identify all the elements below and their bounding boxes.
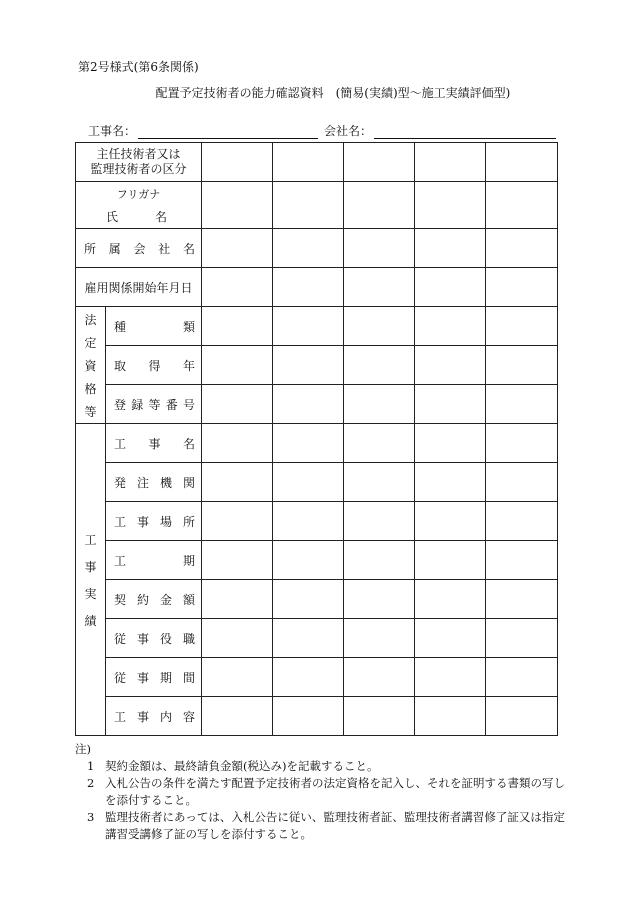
- work-item-char: 名: [183, 436, 196, 451]
- note-number: 1: [87, 759, 95, 773]
- entry-cell[interactable]: [344, 541, 415, 580]
- qualification-item-char: 得: [148, 358, 161, 373]
- entry-cell[interactable]: [344, 619, 415, 658]
- furigana-label: フリガナ: [116, 187, 161, 201]
- entry-cell[interactable]: [344, 580, 415, 619]
- work-item-char: 機: [160, 475, 173, 490]
- entry-cell[interactable]: [273, 346, 344, 385]
- name-label-char: 名: [155, 209, 168, 224]
- company-label-char: 属: [108, 241, 121, 256]
- category-label-line: 主任技術者又は: [96, 147, 181, 161]
- work-item: [106, 669, 201, 686]
- entry-cell[interactable]: [273, 424, 344, 463]
- entry-cell[interactable]: [486, 385, 558, 424]
- table-row: [76, 502, 558, 541]
- qualification-group-label-char: 資: [84, 358, 97, 373]
- category-label-cell: [76, 143, 202, 182]
- work-history-group-cell: [76, 424, 106, 736]
- work-item-char: 金: [160, 592, 173, 607]
- entry-cell[interactable]: [344, 346, 415, 385]
- work-item-char: 発: [114, 475, 127, 490]
- work-item-char: 約: [137, 592, 150, 607]
- entry-cell[interactable]: [273, 143, 344, 182]
- entry-cell[interactable]: [486, 424, 558, 463]
- entry-cell[interactable]: [273, 463, 344, 502]
- company-label-char: 会: [133, 241, 146, 256]
- entry-cell[interactable]: [344, 182, 415, 229]
- work-item-char: 事: [137, 514, 150, 529]
- entry-cell[interactable]: [273, 502, 344, 541]
- table-row: [76, 619, 558, 658]
- entry-cell[interactable]: [486, 182, 558, 229]
- work-history-group-label: [76, 531, 105, 629]
- entry-cell[interactable]: [486, 541, 558, 580]
- work-history-group-label-char: 績: [84, 613, 97, 628]
- project-name-input-line[interactable]: [138, 125, 318, 139]
- entry-cell[interactable]: [415, 541, 486, 580]
- entry-cell[interactable]: [202, 424, 273, 463]
- work-item-char: 従: [114, 670, 127, 685]
- entry-cell[interactable]: [486, 229, 558, 268]
- work-item-char: 工: [114, 514, 127, 529]
- entry-cell[interactable]: [202, 658, 273, 697]
- qualification-item-char: 取: [114, 358, 127, 373]
- work-item-label: [106, 541, 202, 580]
- work-item-char: 期: [160, 670, 173, 685]
- work-history-group-label-char: 事: [84, 559, 97, 574]
- table-row: [76, 541, 558, 580]
- work-item-char: 間: [183, 670, 196, 685]
- company-name-label: 会社名：: [324, 124, 373, 138]
- name-label-cell: [76, 182, 202, 229]
- entry-cell[interactable]: [415, 143, 486, 182]
- work-item-char: 所: [183, 514, 196, 529]
- work-item-char: 期: [183, 553, 196, 568]
- qualification-item-label: [106, 385, 202, 424]
- entry-cell[interactable]: [344, 658, 415, 697]
- table-row: [76, 307, 558, 346]
- capability-table: [75, 142, 558, 736]
- company-name-input-line[interactable]: [374, 125, 556, 139]
- entry-cell[interactable]: [202, 268, 273, 307]
- qualification-group-label: [76, 311, 105, 420]
- category-label-line: 監理技術者の区分: [90, 162, 187, 176]
- table-row: [76, 424, 558, 463]
- qualification-item-label: [106, 346, 202, 385]
- entry-cell[interactable]: [415, 385, 486, 424]
- work-item-label: [106, 580, 202, 619]
- work-item-char: 工: [114, 709, 127, 724]
- note-number: 2: [87, 776, 95, 790]
- entry-cell[interactable]: [415, 463, 486, 502]
- work-item: [106, 708, 201, 725]
- work-item-label: [106, 697, 202, 736]
- entry-cell[interactable]: [273, 697, 344, 736]
- entry-cell[interactable]: [273, 268, 344, 307]
- entry-cell[interactable]: [486, 502, 558, 541]
- qualification-group-label-char: 等: [84, 404, 97, 419]
- entry-cell[interactable]: [344, 697, 415, 736]
- entry-cell[interactable]: [486, 580, 558, 619]
- entry-cell[interactable]: [202, 463, 273, 502]
- company-label-char: 名: [183, 241, 196, 256]
- entry-cell[interactable]: [415, 658, 486, 697]
- work-item-char: 役: [160, 631, 173, 646]
- entry-cell[interactable]: [202, 346, 273, 385]
- entry-cell[interactable]: [344, 229, 415, 268]
- entry-cell[interactable]: [415, 424, 486, 463]
- company-label-char: 社: [158, 241, 171, 256]
- work-item-char: 従: [114, 631, 127, 646]
- qualification-group-cell: [76, 307, 106, 424]
- qualification-item: [106, 318, 201, 335]
- project-name-label: 工事名：: [88, 124, 137, 138]
- work-item: [106, 513, 201, 530]
- work-item: [106, 630, 201, 647]
- qualification-item: [106, 357, 201, 374]
- entry-cell[interactable]: [202, 619, 273, 658]
- work-item: [106, 591, 201, 608]
- project-name-field: [88, 122, 318, 139]
- entry-cell[interactable]: [486, 346, 558, 385]
- qualification-item: [106, 396, 201, 413]
- entry-cell[interactable]: [415, 229, 486, 268]
- entry-cell[interactable]: [344, 307, 415, 346]
- work-item-char: 内: [160, 709, 173, 724]
- qualification-item-char: 年: [183, 358, 196, 373]
- work-item-label: [106, 658, 202, 697]
- work-item: [106, 474, 201, 491]
- entry-cell[interactable]: [486, 463, 558, 502]
- entry-cell[interactable]: [415, 182, 486, 229]
- entry-cell[interactable]: [486, 619, 558, 658]
- work-item-char: 工: [114, 436, 127, 451]
- table-row: [76, 346, 558, 385]
- work-item: [106, 552, 201, 569]
- entry-cell[interactable]: [344, 463, 415, 502]
- table-row: [76, 229, 558, 268]
- note-text: 入札公告の条件を満たす配置予定技術者の法定資格を記入し、それを証明する書類の写しを添付すること。: [105, 776, 565, 807]
- notes-heading: 注): [75, 742, 91, 756]
- note-item: [75, 775, 565, 809]
- work-item-char: 事: [137, 631, 150, 646]
- qualification-group-label-char: 法: [84, 312, 97, 327]
- entry-cell[interactable]: [202, 229, 273, 268]
- work-item-char: 工: [114, 553, 127, 568]
- table-row: [76, 697, 558, 736]
- entry-cell[interactable]: [415, 346, 486, 385]
- qualification-item-char: 種: [114, 319, 127, 334]
- entry-cell[interactable]: [202, 697, 273, 736]
- name-label: [76, 208, 201, 225]
- work-item-char: 事: [148, 436, 161, 451]
- work-item-char: 事: [137, 670, 150, 685]
- work-history-group-label-char: 実: [84, 586, 97, 601]
- work-item-label: [106, 619, 202, 658]
- qualification-item-char: 登: [114, 397, 127, 412]
- entry-cell[interactable]: [273, 307, 344, 346]
- entry-cell[interactable]: [273, 229, 344, 268]
- table-row: [76, 463, 558, 502]
- work-item-char: 事: [137, 709, 150, 724]
- company-label-cell: [76, 229, 202, 268]
- entry-cell[interactable]: [415, 268, 486, 307]
- entry-cell[interactable]: [202, 307, 273, 346]
- entry-cell[interactable]: [344, 502, 415, 541]
- note-number: 3: [87, 810, 95, 824]
- work-item-char: 場: [160, 514, 173, 529]
- entry-cell[interactable]: [415, 619, 486, 658]
- entry-cell[interactable]: [202, 580, 273, 619]
- work-item-label: [106, 463, 202, 502]
- form-number: 第2号様式(第6条関係): [78, 60, 199, 74]
- entry-cell[interactable]: [415, 307, 486, 346]
- work-item: [106, 435, 201, 452]
- work-item-char: 職: [183, 631, 196, 646]
- work-item-label: [106, 502, 202, 541]
- notes-section: [75, 741, 565, 843]
- company-name-field: [324, 122, 556, 139]
- employment-start-label: 雇用関係開始年月日: [76, 268, 202, 307]
- entry-cell[interactable]: [486, 658, 558, 697]
- qualification-item-label: [106, 307, 202, 346]
- work-item-char: 容: [183, 709, 196, 724]
- note-text: 契約金額は、最終請負金額(税込み)を記載すること。: [105, 759, 379, 773]
- entry-cell[interactable]: [486, 307, 558, 346]
- entry-cell[interactable]: [344, 268, 415, 307]
- entry-cell[interactable]: [344, 143, 415, 182]
- document-title: 配置予定技術者の能力確認資料 (簡易(実績)型～施工実績評価型): [155, 86, 511, 100]
- qualification-item-char: 録: [131, 397, 144, 412]
- qualification-item-char: 類: [183, 319, 196, 334]
- entry-cell[interactable]: [486, 143, 558, 182]
- qualification-item-char: 等: [148, 397, 161, 412]
- entry-cell[interactable]: [344, 424, 415, 463]
- entry-cell[interactable]: [415, 502, 486, 541]
- work-history-group-label-char: 工: [84, 532, 97, 547]
- entry-cell[interactable]: [202, 385, 273, 424]
- qualification-item-char: 番: [165, 397, 178, 412]
- entry-cell[interactable]: [273, 541, 344, 580]
- work-item-char: 注: [137, 475, 150, 490]
- name-label-char: 氏: [106, 209, 119, 224]
- entry-cell[interactable]: [202, 502, 273, 541]
- entry-cell[interactable]: [273, 580, 344, 619]
- entry-cell[interactable]: [273, 619, 344, 658]
- entry-cell[interactable]: [273, 182, 344, 229]
- entry-cell[interactable]: [486, 697, 558, 736]
- work-item-label: [106, 424, 202, 463]
- company-label: [76, 240, 201, 257]
- note-text: 監理技術者にあっては、入札公告に従い、監理技術者証、監理技術者講習修了証又は指定講習受講修了証の写しを添付すること。: [105, 810, 565, 841]
- table-row: [76, 385, 558, 424]
- entry-cell[interactable]: [202, 182, 273, 229]
- table-row: [76, 580, 558, 619]
- table-row: [76, 658, 558, 697]
- entry-cell[interactable]: [202, 541, 273, 580]
- entry-cell[interactable]: [273, 658, 344, 697]
- work-item-char: 契: [114, 592, 127, 607]
- company-label-char: 所: [84, 241, 97, 256]
- table-row: [76, 182, 558, 229]
- qualification-group-label-char: 定: [84, 335, 97, 350]
- qualification-group-label-char: 格: [84, 381, 97, 396]
- entry-cell[interactable]: [415, 697, 486, 736]
- note-item: [75, 809, 565, 843]
- entry-cell[interactable]: [486, 268, 558, 307]
- entry-cell[interactable]: [415, 580, 486, 619]
- work-item-char: 額: [183, 592, 196, 607]
- work-item-char: 関: [183, 475, 196, 490]
- entry-cell[interactable]: [273, 385, 344, 424]
- entry-cell[interactable]: [344, 385, 415, 424]
- note-item: [75, 758, 565, 775]
- table-row: [76, 268, 558, 307]
- entry-cell[interactable]: [202, 143, 273, 182]
- table-row: [76, 143, 558, 182]
- qualification-item-char: 号: [183, 397, 196, 412]
